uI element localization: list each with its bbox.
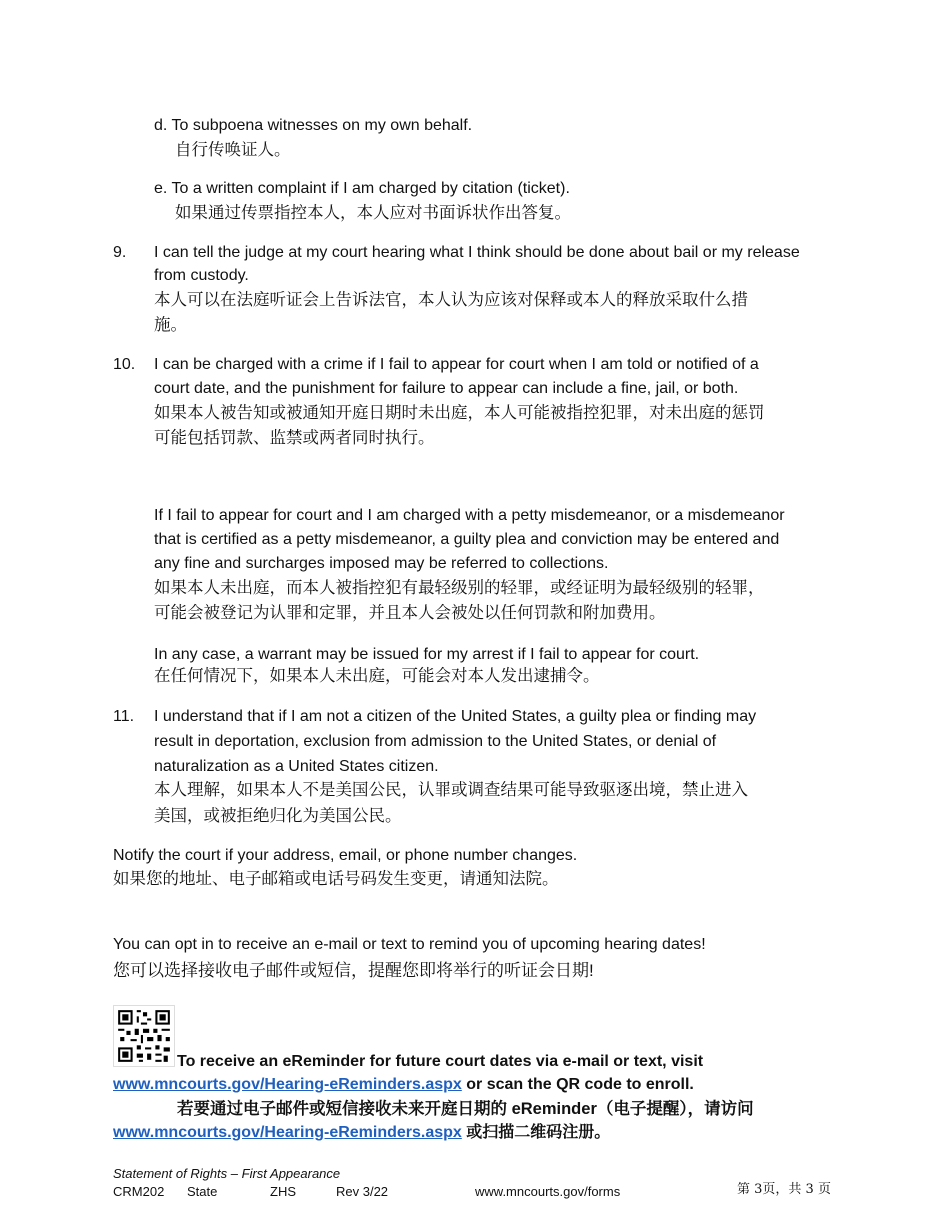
ereminder-en-line2 [113,1075,694,1095]
qr-code[interactable] [113,1005,175,1067]
ereminder-zh-line2 [113,1123,610,1143]
item-11-en-2: result in deportation, exclusion from admission to the United States, or denial of [154,733,717,750]
ereminder-zh-line1: 若要通过电子邮件或短信接收未来开庭日期的 eReminder（电子提醒），请访问 [177,1100,754,1118]
item-10-number: 10. [113,356,136,373]
warrant-zh: 在任何情况下，如果本人未出庭，可能会对本人发出逮捕令。 [154,666,600,685]
ereminder-link-zh[interactable]: www.mncourts.gov/Hearing-eReminders.aspx [113,1124,462,1141]
optin-zh: 您可以选择接收电子邮件或短信，提醒您即将举行的听证会日期! [113,961,594,980]
ereminder-en-suffix: or scan the QR code to enroll. [461,1076,694,1093]
item-d-en: d. To subpoena witnesses on my own behalf. [154,117,473,134]
footer-language: ZHS [270,1184,296,1199]
item-10-en-1: I can be charged with a crime if I fail to appear for court when I am told or notified of a [154,356,759,373]
item-10-en-2: court date, and the punishment for failure to appear can include a fine, jail, or both. [154,380,739,397]
item-9-number: 9. [113,244,127,261]
footer-website: www.mncourts.gov/forms [475,1184,621,1199]
footer-title: Statement of Rights – First Appearance [113,1166,341,1181]
qr-code-graphic [114,1006,174,1066]
footer-form-number: CRM202 [113,1184,165,1199]
petty-misdemeanor-zh-2: 可能会被登记为认罪和定罪，并且本人会被处以任何罚款和附加费用。 [154,603,666,622]
notify-zh: 如果您的地址、电子邮箱或电话号码发生变更，请通知法院。 [113,869,559,888]
footer-state: State [187,1184,218,1199]
item-d-zh: 自行传唤证人。 [175,140,291,159]
ereminder-zh-suffix: 或扫描二维码注册。 [461,1124,611,1141]
petty-misdemeanor-en-1: If I fail to appear for court and I am charged with a petty misdemeanor, or a misdemeanor [154,507,785,524]
ereminder-en-line1: To receive an eReminder for future court dates via e-mail or text, visit [177,1053,704,1070]
item-11-en-3: naturalization as a United States citizen. [154,758,439,775]
item-11-zh-1: 本人理解，如果本人不是美国公民，认罪或调查结果可能导致驱逐出境，禁止进入 [154,780,748,799]
item-9-en-2: from custody. [154,267,249,284]
notify-en: Notify the court if your address, email, or phone number changes. [113,847,578,864]
footer-revision: Rev 3/22 [336,1184,389,1199]
warrant-en: In any case, a warrant may be issued for my arrest if I fail to appear for court. [154,646,700,663]
item-10-zh-1: 如果本人被告知或被通知开庭日期时未出庭，本人可能被指控犯罪，对未出庭的惩罚 [154,403,765,422]
item-e-zh: 如果通过传票指控本人，本人应对书面诉状作出答复。 [175,203,571,222]
item-9-en-1: I can tell the judge at my court hearing what I think should be done about bail or my release [154,244,800,261]
petty-misdemeanor-en-2: that is certified as a petty misdemeanor, a guilty plea and conviction may be entered and [154,531,780,548]
item-9-zh-1: 本人可以在法庭听证会上告诉法官，本人认为应该对保释或本人的释放采取什么措 [154,290,748,309]
item-e-en: e. To a written complaint if I am charged by citation (ticket). [154,180,570,197]
item-11-en-1: I understand that if I am not a citizen of the United States, a guilty plea or finding may [154,708,757,725]
optin-en: You can opt in to receive an e-mail or text to remind you of upcoming hearing dates! [113,936,706,953]
item-11-number: 11. [113,708,135,725]
item-9-zh-2: 施。 [154,315,187,334]
petty-misdemeanor-en-3: any fine and surcharges imposed may be referred to collections. [154,555,609,572]
petty-misdemeanor-zh-1: 如果本人未出庭，而本人被指控犯有最轻级别的轻罪，或经证明为最轻级别的轻罪， [154,578,765,597]
item-11-zh-2: 美国，或被拒绝归化为美国公民。 [154,806,402,825]
ereminder-link[interactable]: www.mncourts.gov/Hearing-eReminders.aspx [113,1076,462,1093]
footer-page-number: 第 3页，共 3 页 [737,1182,831,1197]
item-10-zh-2: 可能包括罚款、监禁或两者同时执行。 [154,428,435,447]
